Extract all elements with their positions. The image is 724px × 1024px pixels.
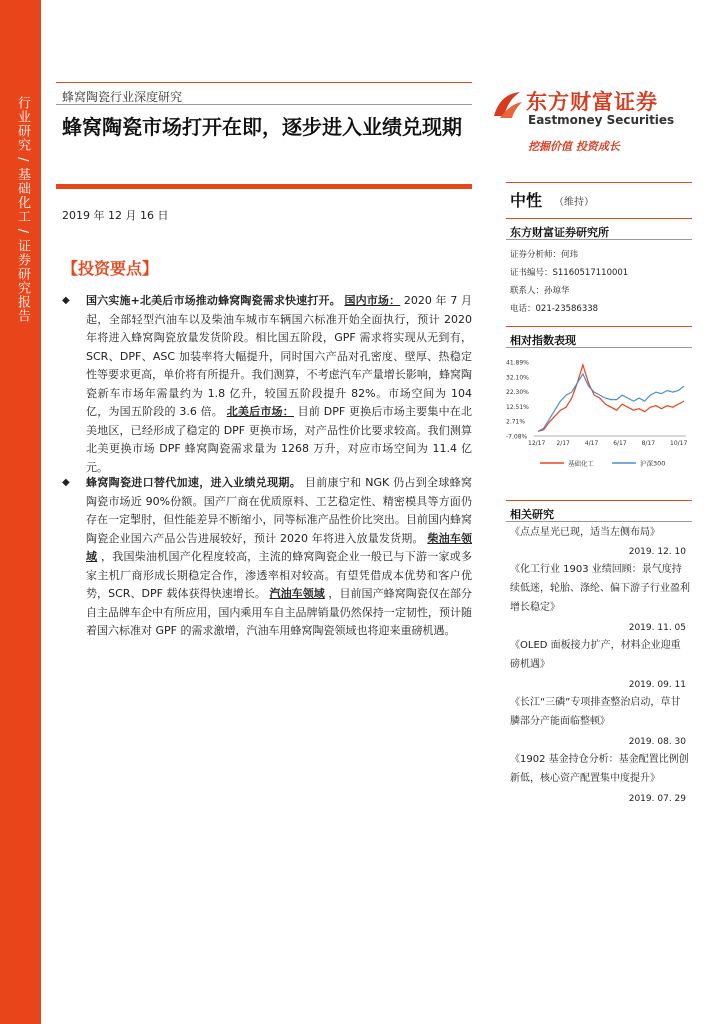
bullet-point-2 xyxy=(62,474,472,641)
brand-name-cn: 东方财富证券 xyxy=(526,90,658,114)
bullet-2-subhead-diesel: 柴油车领域 xyxy=(86,531,472,563)
phone-number: 电话：021-23586338 xyxy=(510,304,599,314)
page-title: 蜂窝陶瓷市场打开在即，逐步进入业绩兑现期 xyxy=(62,115,462,139)
legend-label: 基础化工 xyxy=(568,459,594,468)
y-tick-label: 2.71% xyxy=(506,418,526,426)
brand-mark-icon xyxy=(490,88,524,122)
rating-value: 中性 xyxy=(510,191,543,210)
related-report-title[interactable]: 《OLED 面板接力扩产，材料企业迎重磅机遇》 xyxy=(510,640,681,670)
related-report-title[interactable]: 《1902 基金持仓分析：基金配置比例创新低，核心资产配置集中度提升》 xyxy=(510,754,689,784)
y-tick-label: 12.51% xyxy=(506,403,529,411)
x-tick-label: 12/17 xyxy=(528,440,546,447)
report-date: 2019 年 12 月 16 日 xyxy=(62,209,169,222)
relative-index-chart xyxy=(506,356,692,478)
institute-rule xyxy=(506,218,692,219)
report-type: 蜂窝陶瓷行业深度研究 xyxy=(62,90,183,104)
bullet-2-text-intro: 目前康宁和 NGK 仍占到全球蜂窝陶瓷市场近 90%份额。国产厂商在优质原料、工艺稳定性、精密模具等方面仍存在一定掣肘，但性能差异不断缩小，同等标准产品性价比突出。目前国内蜂窝陶瓷企业国六产品公告进展较好，预计 2020 年将进入放量发货期。 xyxy=(86,476,472,545)
x-tick-label: 4/17 xyxy=(584,440,599,447)
bullet-1-subhead-north-america: 北美后市场： xyxy=(226,405,294,418)
bullet-1-text-domestic: 2020 年 7 月起，全部轻型汽油车以及柴油车城市车辆国六标准开始全面执行，预计 2020 年将进入蜂窝陶瓷放量发货阶段。相比国五阶段，GPF 需求将实现从无到有，SCR、DPF、ASC 加装率将大幅提升，同时国六产品对孔密度、壁厚、热稳定性等要求更高，单价将有所提升。我们测算，不考虑汽车产量增长影响，蜂窝陶瓷新车市场年需量约为 1.8 亿升，较国五阶段提升 82%。市场空间为 104 亿，为国五阶段的 3.6 倍。 xyxy=(86,294,473,418)
y-tick-label: 41.89% xyxy=(506,359,529,367)
related-report-date: 2019. 08. 30 xyxy=(628,737,686,747)
related-divider xyxy=(506,521,692,522)
y-tick-label: 32.10% xyxy=(506,374,529,382)
chart-section-title: 相对指数表现 xyxy=(510,334,576,347)
header-rule xyxy=(56,82,472,83)
contact-person: 联系人：孙琼华 xyxy=(510,286,570,296)
chart-head-rule xyxy=(506,326,692,327)
x-tick-label: 6/17 xyxy=(613,440,627,447)
x-tick-label: 10/17 xyxy=(670,440,688,447)
related-report-date: 2019. 11. 05 xyxy=(628,623,686,633)
y-tick-label: -7.08% xyxy=(506,433,528,441)
related-report-title[interactable]: 《长江“三磷”专项排查整治启动，草甘膦部分产能面临整顿》 xyxy=(510,697,681,727)
rating-rule xyxy=(506,182,692,183)
series-line-hs300 xyxy=(538,374,684,431)
bullet-1-text-north-america: 目前 DPF 更换后市场主要集中在北美地区，已经形成了稳定的 DPF 更换市场，对产品性价比要求较高。我们测算北美更换市场 DPF 蜂窝陶瓷需求量为 1268 万升，对应市场空间为 11.4 亿元。 xyxy=(86,405,473,474)
related-report-date: 2019. 12. 10 xyxy=(628,547,686,557)
bullet-2-lead: 蜂窝陶瓷进口替代加速，进入业绩兑现期。 xyxy=(86,476,302,489)
chart-head-divider xyxy=(506,347,692,348)
related-rule xyxy=(506,500,692,501)
related-research-heading: 相关研究 xyxy=(510,508,554,521)
bullet-1-subhead-domestic: 国内市场： xyxy=(344,294,401,307)
sidebar-category-text: 行业研究 / 基础化工 / 证券研究报告 xyxy=(15,96,30,324)
title-divider xyxy=(56,104,472,105)
legend-label: 沪深300 xyxy=(640,459,666,468)
brand-logo xyxy=(490,86,690,132)
related-report-title[interactable]: 《化工行业 1903 业绩回顾：景气度持续低迷，轮胎、涤纶、偏下游子行业盈利增长稳定》 xyxy=(510,564,690,613)
title-accent-bar xyxy=(56,184,472,189)
y-tick-label: 22.30% xyxy=(506,389,529,397)
investment-highlights-heading: 【投资要点】 xyxy=(62,259,159,278)
bullet-point-1 xyxy=(62,292,472,477)
bullet-2-subhead-gasoline: 汽油车领域 xyxy=(269,587,325,600)
related-report-title[interactable]: 《点点星光已现，适当左侧布局》 xyxy=(510,527,660,538)
related-report-date: 2019. 09. 11 xyxy=(628,680,686,690)
brand-slogan: 挖掘价值 投资成长 xyxy=(528,140,620,153)
x-tick-label: 8/17 xyxy=(641,440,656,447)
diamond-bullet-icon: ◆ xyxy=(62,477,70,488)
sidebar-band xyxy=(0,0,41,1024)
bullet-2-text-gasoline: ，目前国产蜂窝陶瓷仅在部分自主品牌车企中有所应用，国内乘用车自主品牌销量仍然保持一定韧性，预计随着国六标准对 GPF 的需求激增，汽油车用蜂窝陶瓷领域也将迎来重磅机遇。 xyxy=(86,587,473,637)
related-report-date: 2019. 07. 29 xyxy=(628,794,686,804)
rating-note: （维持） xyxy=(554,197,594,208)
bullet-1-lead: 国六实施+北美后市场推动蜂窝陶瓷需求快速打开。 xyxy=(86,294,341,307)
series-line-chemical xyxy=(538,365,684,431)
analyst-name: 证券分析师：何玮 xyxy=(510,250,579,260)
x-tick-label: 2/17 xyxy=(556,440,570,447)
bullet-2-text-diesel: ，我国柴油机国产化程度较高，主流的蜂窝陶瓷企业一般已与下游一家或多家主机厂商形成长期稳定合作，渗透率相对较高。有望凭借成本优势和客户优势，SCR、DPF 载体获得快速增长。 xyxy=(86,550,472,600)
certificate-number: 证书编号：S1160517110001 xyxy=(510,268,629,278)
institute-divider xyxy=(506,239,692,240)
diamond-bullet-icon: ◆ xyxy=(62,295,70,306)
brand-name-en: Eastmoney Securities xyxy=(528,113,675,127)
research-institute: 东方财富证券研究所 xyxy=(510,226,609,239)
